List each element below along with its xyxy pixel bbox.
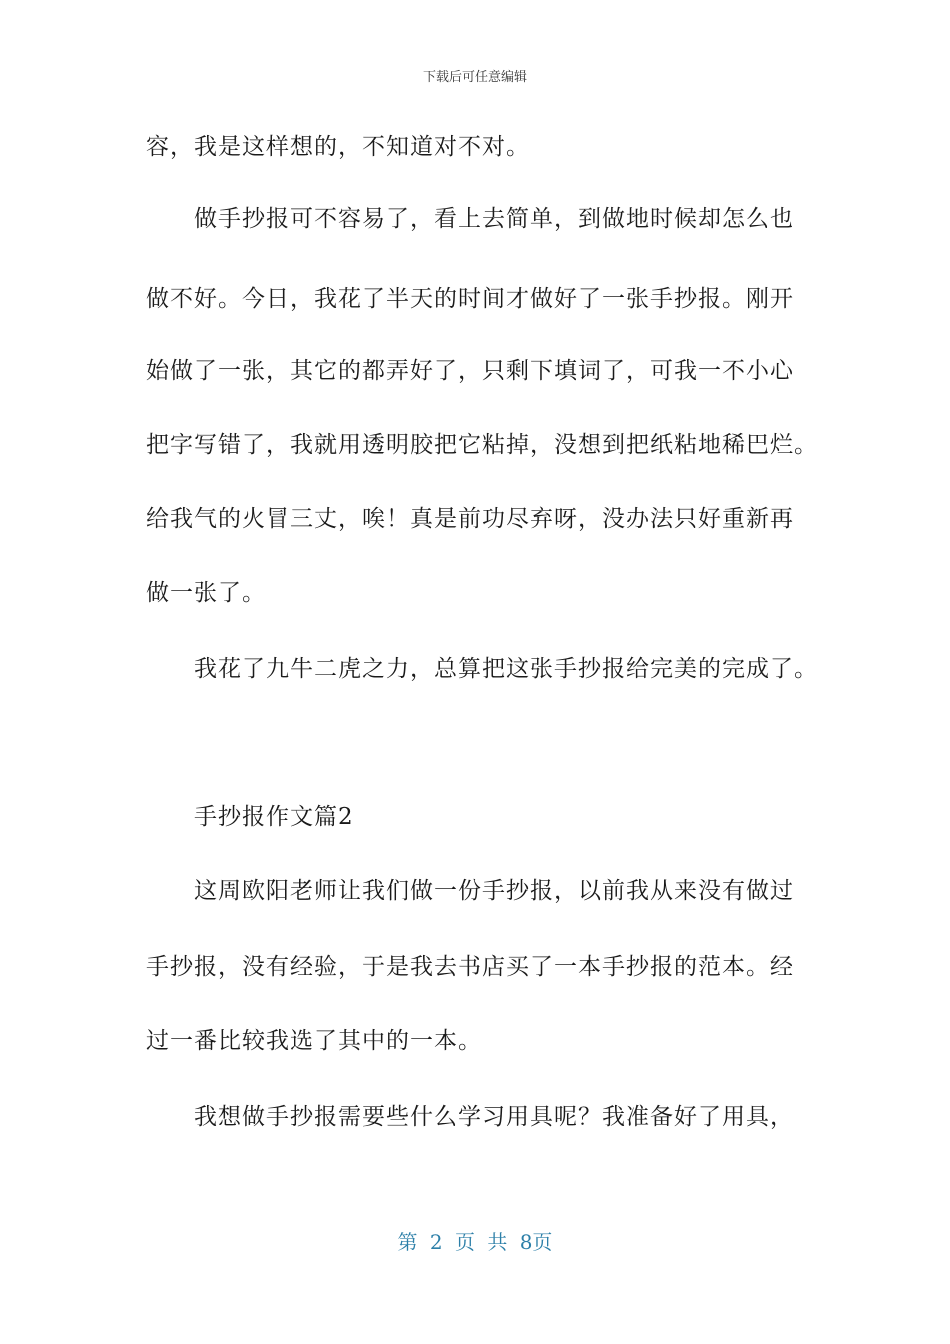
text-line: 手抄报，没有经验，于是我去书店买了一本手抄报的范本。经 [146, 954, 794, 980]
text-line: 过一番比较我选了其中的一本。 [146, 1028, 482, 1054]
page-number: 第 2 页 共 8页 [397, 1230, 553, 1254]
text-line: 做手抄报可不容易了，看上去简单，到做地时候却怎么也 [194, 206, 794, 232]
text-line: 给我气的火冒三丈，唉！真是前功尽弃呀，没办法只好重新再 [146, 506, 794, 532]
text-line: 我想做手抄报需要些什么学习用具呢？我准备好了用具， [194, 1104, 794, 1130]
text-line: 做一张了。 [146, 580, 266, 606]
text-line: 容，我是这样想的，不知道对不对。 [146, 134, 530, 160]
text-line: 做不好。今日，我花了半天的时间才做好了一张手抄报。刚开 [146, 286, 794, 312]
header-note: 下载后可任意编辑 [422, 70, 527, 85]
text-line: 这周欧阳老师让我们做一份手抄报，以前我从来没有做过 [194, 878, 794, 904]
section-heading: 手抄报作文篇2 [194, 804, 354, 830]
text-line: 把字写错了，我就用透明胶把它粘掉，没想到把纸粘地稀巴烂。 [146, 432, 818, 458]
text-line: 始做了一张，其它的都弄好了，只剩下填词了，可我一不小心 [146, 358, 794, 384]
text-line: 我花了九牛二虎之力，总算把这张手抄报给完美的完成了。 [194, 656, 818, 682]
